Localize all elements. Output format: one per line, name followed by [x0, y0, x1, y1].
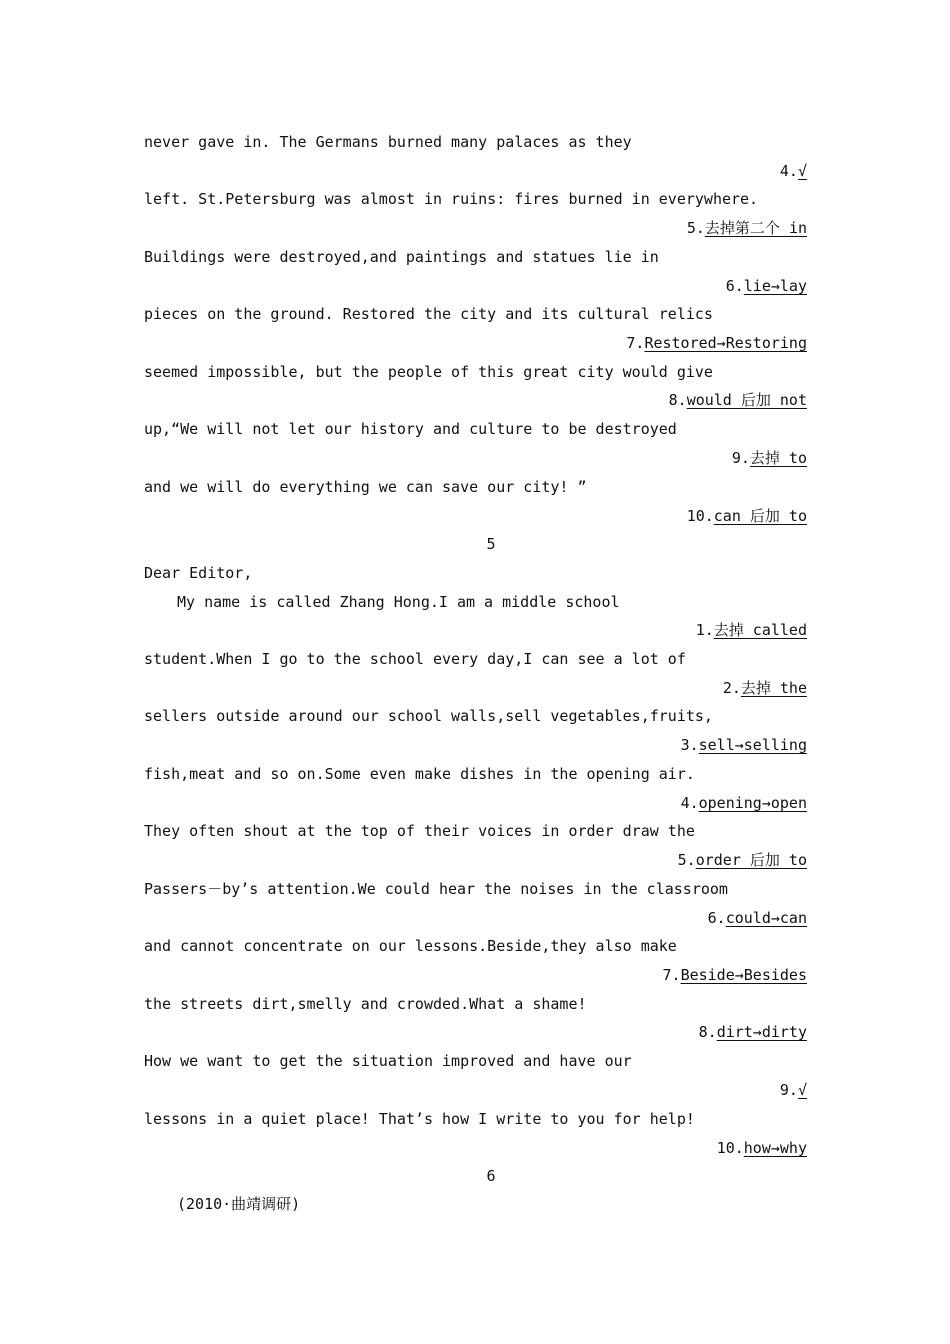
- answer-item: [732, 448, 807, 468]
- answer-item: [723, 678, 807, 698]
- letter-line: the streets dirt,smelly and crowded.What a shame!: [144, 995, 587, 1013]
- answer-item: [687, 506, 807, 526]
- passage-line: Buildings were destroyed,and paintings and statues lie in: [144, 248, 659, 266]
- answer-text: Beside→Besides: [680, 966, 807, 984]
- answer-number: 6.: [707, 909, 726, 927]
- letter-line: student.When I go to the school every day,I can see a lot of: [144, 650, 686, 668]
- answer-number: 7.: [626, 334, 645, 352]
- answer-number: 8.: [698, 1023, 717, 1041]
- answer-number: 4.: [680, 794, 699, 812]
- answer-text: lie→lay: [743, 277, 807, 295]
- section-number: 6: [486, 1167, 496, 1185]
- answer-text: √: [797, 1081, 807, 1099]
- passage-line: left. St.Petersburg was almost in ruins: fires burned in everywhere.: [144, 190, 759, 208]
- answer-item: [708, 908, 807, 928]
- answer-number: 5.: [677, 851, 696, 869]
- answer-number: 4.: [779, 162, 798, 180]
- answer-item: [687, 218, 807, 238]
- answer-text: 去掉 the: [740, 679, 807, 697]
- source-note: (2010·曲靖调研): [177, 1195, 301, 1213]
- answer-item: [699, 1022, 807, 1042]
- passage-line: and we will do everything we can save our city! ”: [144, 478, 587, 496]
- answer-item: [717, 1138, 807, 1158]
- answer-number: 7.: [662, 966, 681, 984]
- letter-line: lessons in a quiet place! That’s how I write to you for help!: [144, 1110, 695, 1128]
- letter-greeting: Dear Editor,: [144, 564, 253, 582]
- letter-line: They often shout at the top of their voices in order draw the: [144, 822, 695, 840]
- answer-number: 8.: [668, 391, 687, 409]
- answer-item: [678, 850, 807, 870]
- answer-item: [681, 793, 807, 813]
- answer-number: 3.: [680, 736, 699, 754]
- answer-item: [663, 965, 808, 985]
- answer-number: 2.: [722, 679, 741, 697]
- answer-number: 10.: [716, 1139, 744, 1157]
- letter-line: My name is called Zhang Hong.I am a middle school: [177, 593, 620, 611]
- answer-item: [726, 276, 807, 296]
- answer-item: [626, 333, 807, 353]
- answer-text: √: [797, 162, 807, 180]
- passage-line: seemed impossible, but the people of this great city would give: [144, 363, 713, 381]
- answer-text: would 后加 not: [686, 391, 807, 409]
- answer-text: 去掉 called: [713, 621, 807, 639]
- answer-text: can 后加 to: [713, 507, 807, 525]
- answer-text: Restored→Restoring: [644, 334, 807, 352]
- answer-number: 10.: [686, 507, 714, 525]
- letter-line: fish,meat and so on.Some even make dishes in the opening air.: [144, 765, 695, 783]
- answer-text: how→why: [743, 1139, 807, 1157]
- passage-line: never gave in. The Germans burned many palaces as they: [144, 133, 632, 151]
- passage-line: up,“We will not let our history and culture to be destroyed: [144, 420, 677, 438]
- answer-text: could→can: [725, 909, 807, 927]
- answer-text: sell→selling: [698, 736, 807, 754]
- passage-line: pieces on the ground. Restored the city and its cultural relics: [144, 305, 713, 323]
- answer-item: [669, 390, 807, 410]
- answer-text: opening→open: [698, 794, 807, 812]
- answer-text: 去掉 to: [749, 449, 807, 467]
- letter-line: sellers outside around our school walls,sell vegetables,fruits,: [144, 707, 713, 725]
- letter-line: How we want to get the situation improved and have our: [144, 1052, 632, 1070]
- answer-text: order 后加 to: [695, 851, 807, 869]
- answer-text: 去掉第二个 in: [704, 219, 807, 237]
- answer-text: dirt→dirty: [716, 1023, 807, 1041]
- answer-number: 1.: [695, 621, 714, 639]
- answer-number: 6.: [725, 277, 744, 295]
- letter-line: and cannot concentrate on our lessons.Beside,they also make: [144, 937, 677, 955]
- answer-item: [780, 161, 807, 181]
- section-number: 5: [486, 535, 496, 553]
- answer-item: [696, 620, 807, 640]
- answer-item: [681, 735, 807, 755]
- letter-line: Passers－by’s attention.We could hear the noises in the classroom: [144, 880, 728, 898]
- answer-item: [780, 1080, 807, 1100]
- answer-number: 9.: [779, 1081, 798, 1099]
- answer-number: 9.: [731, 449, 750, 467]
- answer-number: 5.: [686, 219, 705, 237]
